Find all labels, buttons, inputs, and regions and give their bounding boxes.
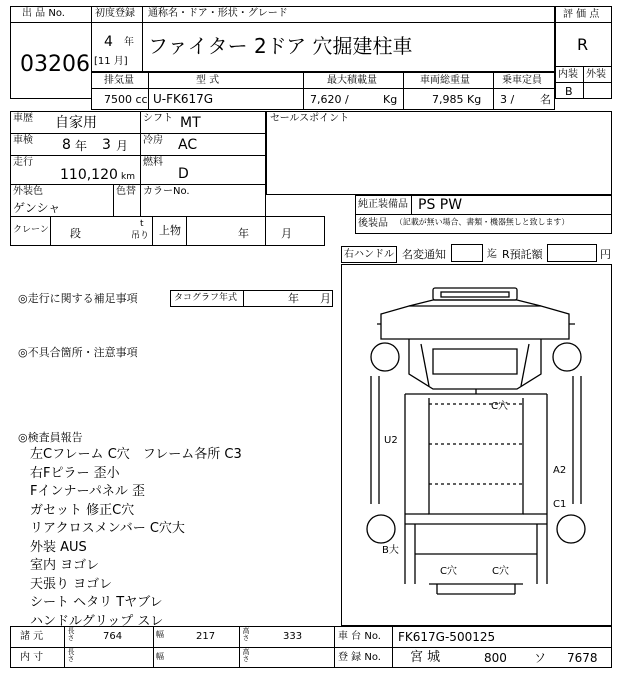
inspection-month: 3 — [102, 137, 111, 153]
report-line: ガセット 修正C穴 — [30, 502, 135, 518]
inspection-month-unit: 月 — [116, 139, 129, 153]
name-change-box — [451, 244, 483, 262]
report-line: 左Cフレーム C穴 フレーム各所 C3 — [30, 447, 242, 462]
crane-label: クレーン — [13, 225, 49, 235]
spec-dims-label: 諸 元 — [20, 631, 44, 642]
reg-number: 7678 — [567, 651, 598, 665]
color-no-label: 色替 — [116, 186, 136, 197]
exterior-grade-label: 外装 — [586, 69, 606, 80]
displacement-value: 7500 cc — [104, 93, 148, 106]
inspection-year-unit: 年 — [75, 139, 88, 153]
report-line: 室内 ヨゴレ — [30, 558, 100, 573]
tacho-label: タコグラフ年式 — [174, 293, 238, 303]
equipment-label: 純正装備品 — [358, 199, 408, 210]
report-line: Fインナーパネル 歪 — [30, 484, 145, 499]
defects-label: ◎不具合箇所・注意事項 — [18, 346, 138, 359]
shift-value: MT — [180, 115, 201, 131]
diagram-mark-b-large: B大 — [382, 545, 399, 556]
diagram-mark-u2: U2 — [384, 435, 398, 446]
inspector-label: ◎検査員報告 — [18, 431, 83, 444]
upgrade-label: 上物 — [159, 224, 181, 237]
truck-outline-diagram — [341, 264, 612, 626]
diagram-mark-a2: A2 — [553, 465, 567, 476]
crane-ton: t — [140, 219, 144, 229]
grade-label: 評 価 点 — [563, 9, 600, 20]
crane-lift: 吊り — [131, 231, 150, 241]
max-load-unit: Kg — [383, 93, 398, 106]
diagram-mark-c-hole-left: C穴 — [440, 566, 457, 577]
gross-weight-value: 7,985 Kg — [432, 93, 482, 106]
first-reg-year: 4 — [104, 34, 113, 50]
aftermarket-note: （記載が無い場合、書類・機器無しと致します） — [395, 218, 570, 227]
reg-class: 800 — [484, 651, 507, 665]
history-label: 車歴 — [13, 113, 33, 124]
report-line: ハンドルグリップ スレ — [30, 613, 164, 629]
height-value: 333 — [283, 631, 303, 642]
reg-kana: ソ — [534, 651, 547, 665]
fuel-label: 燃料 — [143, 157, 163, 168]
interior-grade: B — [565, 85, 573, 98]
first-reg-year-unit: 年 — [124, 37, 134, 48]
reg-region: 宮 城 — [410, 650, 441, 665]
yen-label: 円 — [600, 248, 611, 261]
reg-no-label: 登 録 No. — [338, 652, 381, 663]
shift-label: シフト — [143, 113, 173, 124]
chassis-no-value: FK617G-500125 — [398, 630, 496, 644]
r-deposit-box — [547, 244, 597, 262]
fuel-value: D — [178, 166, 189, 182]
capacity-label: 乗車定員 — [502, 75, 542, 86]
name-change-label: 名変通知 — [402, 248, 446, 261]
history-value: 自家用 — [55, 115, 97, 131]
max-load-label: 最大積載量 — [327, 75, 377, 86]
report-line: シート ヘタリ Tヤブレ — [30, 595, 163, 610]
ac-value: AC — [178, 137, 198, 153]
color-label: 外装色 — [13, 186, 43, 197]
diagram-mark-c1: C1 — [553, 499, 567, 510]
interior-dims-label: 内 寸 — [20, 652, 44, 663]
r-deposit-label: R預託額 — [502, 248, 543, 261]
model-value: U-FK617G — [153, 92, 214, 106]
mileage-value: 110,120 — [60, 167, 118, 183]
first-reg-label: 初度登録 — [95, 8, 135, 19]
report-line: 天張り ヨゴレ — [30, 576, 113, 592]
running-notes-label: ◎走行に関する補足事項 — [18, 292, 138, 305]
capacity-unit: 名 — [540, 93, 551, 106]
height-label-interior: 高さ — [242, 648, 250, 662]
crane-stage: 段 — [70, 227, 81, 240]
inspector-report-list — [30, 446, 242, 631]
gross-weight-label: 車両総重量 — [420, 75, 470, 86]
sales-point-label: セールスポイント — [270, 113, 350, 124]
width-label-interior: 幅 — [156, 652, 164, 661]
equipment-value: PS PW — [418, 197, 463, 213]
height-label: 高さ — [242, 627, 250, 641]
diagram-mark-c-hole-right: C穴 — [492, 566, 509, 577]
report-line: リアクロスメンバー C穴大 — [30, 521, 185, 536]
tacho-month: 月 — [320, 292, 331, 305]
tacho-year: 年 — [288, 292, 299, 305]
upgrade-month: 月 — [281, 227, 292, 240]
first-reg-month: [11 月] — [94, 56, 128, 67]
diagram-mark-c-hole-top: C穴 — [491, 401, 508, 412]
report-line: 外装 AUS — [30, 539, 87, 555]
upgrade-year: 年 — [238, 227, 249, 240]
ac-label: 冷房 — [143, 135, 163, 146]
inspection-label: 車検 — [13, 135, 33, 146]
color-code-label: カラーNo. — [143, 186, 190, 197]
length-label-interior: 長さ — [67, 648, 75, 662]
car-name: ファイター 2ドア 穴掘建柱車 — [148, 34, 413, 58]
lot-number: 03206 — [20, 52, 90, 77]
width-value: 217 — [196, 631, 216, 642]
chassis-no-label: 車 台 No. — [338, 631, 381, 642]
steering-value: 右ハンドル — [344, 249, 394, 260]
aftermarket-label: 後装品 — [358, 218, 388, 229]
overall-grade: R — [577, 35, 589, 54]
mileage-label: 走行 — [13, 157, 33, 168]
inspection-year: 8 — [62, 137, 71, 153]
interior-grade-label: 内装 — [558, 69, 578, 80]
width-label: 幅 — [156, 630, 164, 639]
crane-row-box — [10, 216, 325, 246]
displacement-label: 排気量 — [104, 75, 134, 86]
length-label: 長さ — [67, 627, 75, 641]
r-deposit-prefix: 迄 — [487, 249, 497, 260]
name-label: 通称名・ドア・形状・グレード — [148, 8, 288, 19]
report-line: 右Fピラー 歪小 — [30, 465, 120, 481]
mileage-unit: km — [121, 172, 135, 182]
capacity-value: 3 / — [500, 93, 515, 106]
model-label: 型 式 — [196, 75, 220, 86]
color-value: ゲンシャ — [13, 201, 61, 215]
length-value: 764 — [103, 631, 123, 642]
lot-label: 出 品 No. — [22, 8, 65, 19]
max-load-value: 7,620 / — [310, 93, 349, 106]
